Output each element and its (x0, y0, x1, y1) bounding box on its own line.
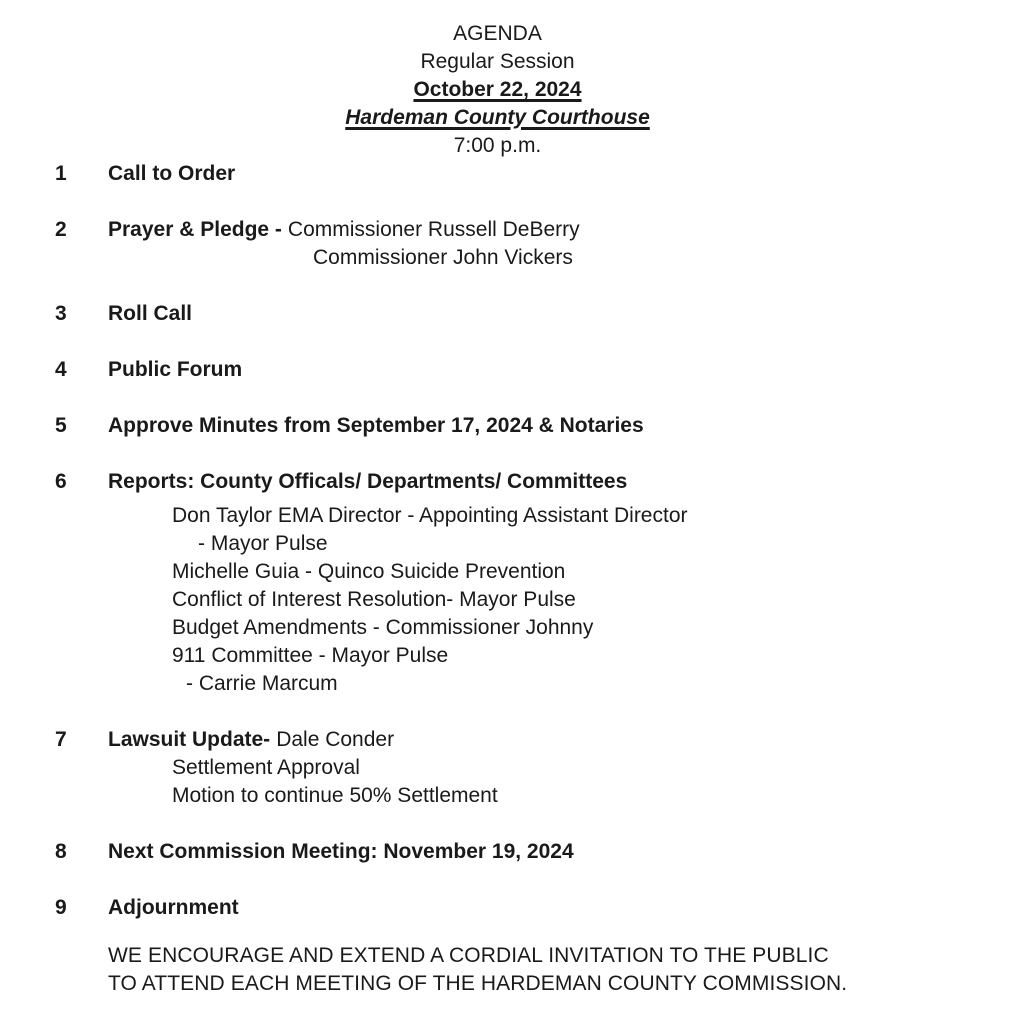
item-number: 9 (55, 896, 67, 919)
session-type: Regular Session (420, 50, 575, 73)
sub-item: Don Taylor EMA Director - Appointing Assistant Director (172, 504, 688, 527)
item-title-line (108, 216, 1015, 244)
item-number: 6 (55, 470, 67, 493)
item-title: Reports: County Officals/ Departments/ Committees (108, 470, 628, 493)
agenda-item-9 (0, 894, 1015, 922)
agenda-item-1 (0, 160, 1015, 188)
item-presenter: Dale Conder (276, 728, 395, 751)
public-invitation-notice (0, 942, 1015, 998)
notice-line-1: WE ENCOURAGE AND EXTEND A CORDIAL INVITATION TO THE PUBLIC (108, 944, 829, 967)
agenda-item-3 (0, 300, 1015, 328)
item-number: 3 (55, 302, 67, 325)
item-number: 7 (55, 728, 67, 751)
item-title: Next Commission Meeting: November 19, 2024 (108, 840, 574, 863)
agenda-item-8 (0, 838, 1015, 866)
sub-item: 911 Committee - Mayor Pulse (172, 644, 449, 667)
item-number: 4 (55, 358, 67, 381)
item-title-line (108, 468, 1015, 496)
item-title: Lawsuit Update- (108, 728, 271, 751)
sub-item: - Carrie Marcum (186, 672, 338, 695)
agenda-item-7 (0, 726, 1015, 810)
agenda-item-2 (0, 216, 1015, 272)
agenda-item-5 (0, 412, 1015, 440)
sub-item: Michelle Guia - Quinco Suicide Prevention (172, 560, 566, 583)
meeting-time: 7:00 p.m. (453, 134, 542, 157)
item-number: 5 (55, 414, 67, 437)
item-number: 1 (55, 162, 67, 185)
notice-line-2: TO ATTEND EACH MEETING OF THE HARDEMAN COUNTY COMMISSION. (108, 972, 848, 995)
agenda-list (0, 160, 1015, 922)
document-header (0, 0, 995, 160)
item-title: Approve Minutes from September 17, 2024 & Notaries (108, 414, 644, 437)
agenda-title: AGENDA (453, 22, 542, 45)
item-title: Public Forum (108, 358, 243, 381)
sub-item: Conflict of Interest Resolution- Mayor Pulse (172, 588, 576, 611)
item-title-line (108, 726, 1015, 754)
item-presenter-2: Commissioner John Vickers (313, 246, 573, 269)
sub-item: Budget Amendments - Commissioner Johnny (172, 616, 594, 639)
sub-item: Motion to continue 50% Settlement (172, 784, 498, 807)
sub-item: Settlement Approval (172, 756, 360, 779)
item-title: Roll Call (108, 302, 193, 325)
agenda-item-4 (0, 356, 1015, 384)
item-presenter: Commissioner Russell DeBerry (287, 218, 580, 241)
meeting-location: Hardeman County Courthouse (345, 106, 650, 129)
item-number: 2 (55, 218, 67, 241)
item-number: 8 (55, 840, 67, 863)
item-title: Prayer & Pledge - (108, 218, 282, 241)
item-title: Adjournment (108, 896, 239, 919)
sub-item: - Mayor Pulse (198, 532, 328, 555)
meeting-date: October 22, 2024 (413, 78, 582, 101)
item-title: Call to Order (108, 162, 236, 185)
agenda-item-6 (0, 468, 1015, 698)
item-sub-list (108, 502, 1015, 698)
